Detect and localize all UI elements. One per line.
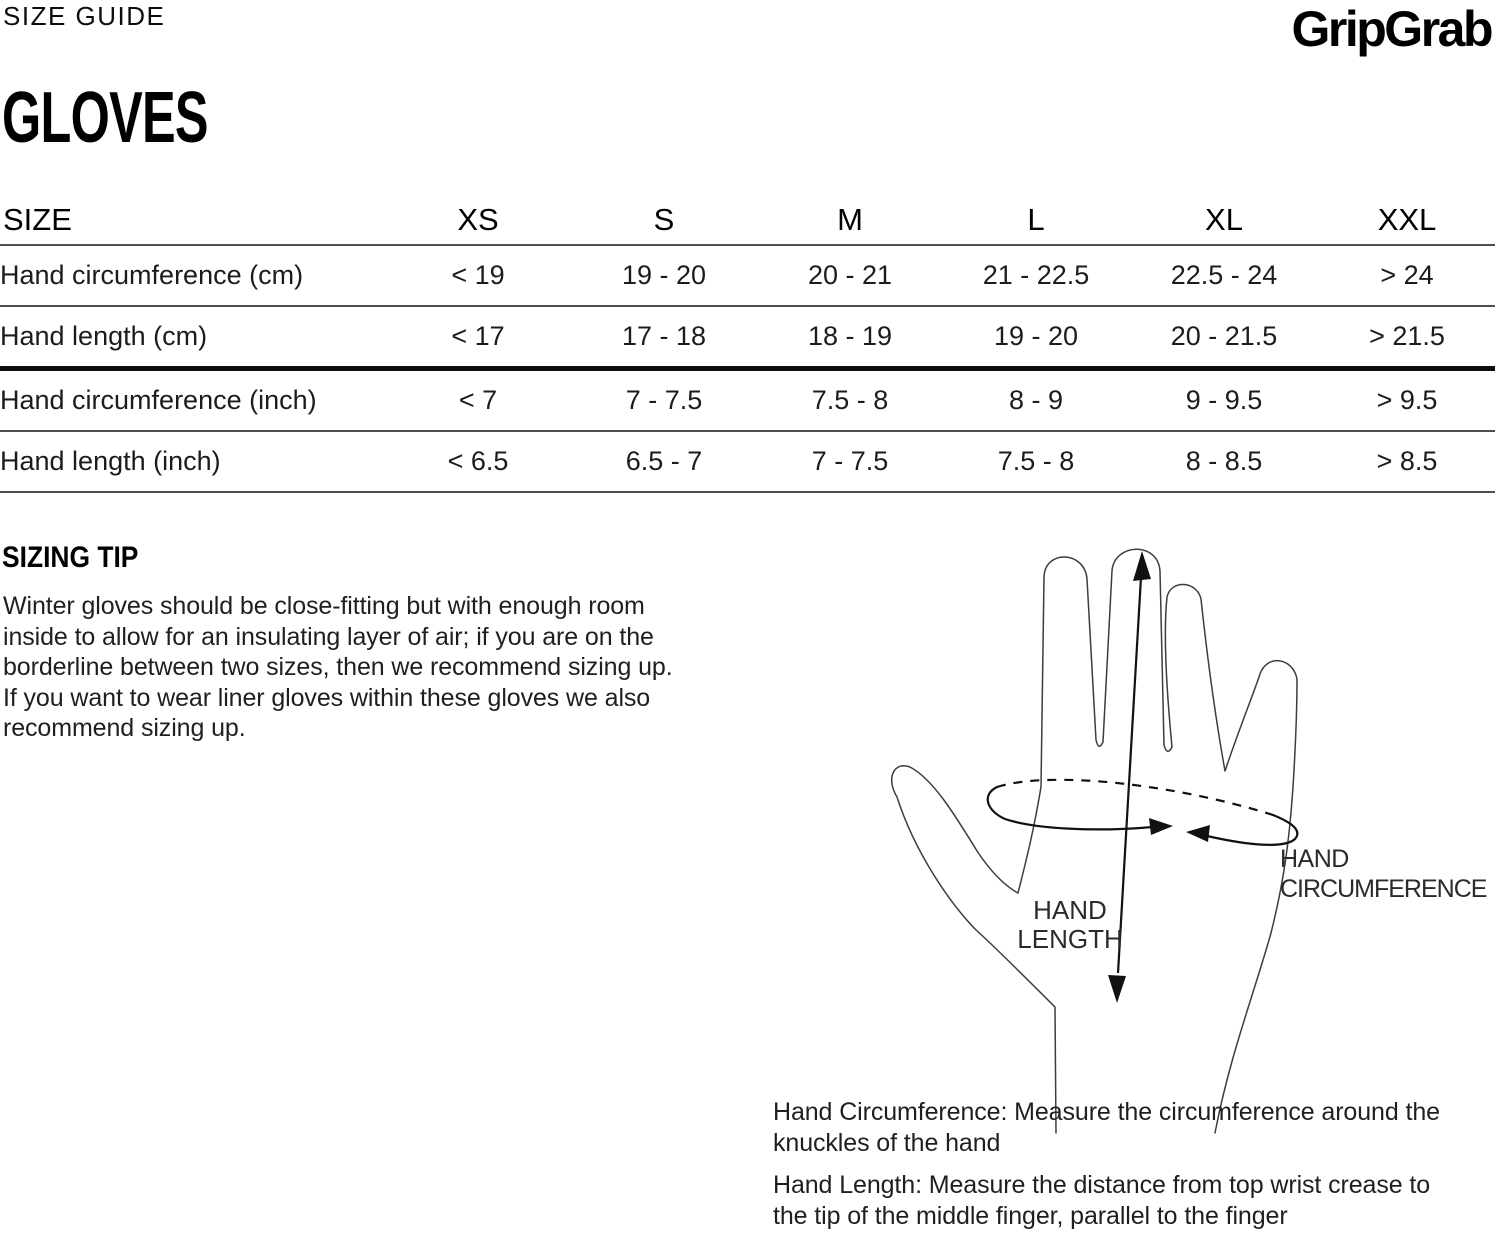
note-line: Hand Circumference: Measure the circumference around the bbox=[773, 1098, 1440, 1126]
size-table-header-size: SIZE bbox=[0, 195, 385, 245]
cell-value: 21 - 22.5 bbox=[943, 245, 1129, 306]
note-line: Hand Length: Measure the distance from top wrist crease to bbox=[773, 1171, 1431, 1199]
cell-value: 19 - 20 bbox=[571, 245, 757, 306]
hand-length-arrowhead-up bbox=[1133, 551, 1151, 581]
sizing-tip-heading: SIZING TIP bbox=[2, 541, 139, 574]
note-line: the tip of the middle finger, parallel to the finger bbox=[773, 1202, 1288, 1230]
row-label: Hand circumference (cm) bbox=[0, 245, 385, 306]
circumference-dashed-arc bbox=[997, 780, 1273, 815]
cell-value: > 9.5 bbox=[1319, 369, 1495, 432]
size-table-header-l: L bbox=[943, 195, 1129, 245]
note-line: knuckles of the hand bbox=[773, 1129, 1001, 1157]
cell-value: 17 - 18 bbox=[571, 306, 757, 369]
cell-value: 9 - 9.5 bbox=[1129, 369, 1319, 432]
cell-value: 8 - 9 bbox=[943, 369, 1129, 432]
hand-length-arrowhead-down bbox=[1108, 975, 1126, 1003]
cell-value: < 7 bbox=[385, 369, 571, 432]
page-kicker: SIZE GUIDE bbox=[3, 1, 166, 31]
cell-value: 19 - 20 bbox=[943, 306, 1129, 369]
size-table-header-row bbox=[0, 195, 1495, 245]
table-row-hand-circumference-inch bbox=[0, 369, 1495, 432]
sizing-tip-line: borderline between two sizes, then we recommend sizing up. bbox=[3, 653, 673, 681]
table-row-hand-length-cm bbox=[0, 306, 1495, 369]
sizing-tip-paragraph bbox=[3, 591, 673, 744]
cell-value: > 24 bbox=[1319, 245, 1495, 306]
cell-value: < 6.5 bbox=[385, 431, 571, 492]
hand-circumference-label-line1: HAND bbox=[1280, 845, 1349, 873]
table-row-hand-circumference-cm bbox=[0, 245, 1495, 306]
page-title: GLOVES bbox=[2, 78, 208, 158]
cell-value: 7 - 7.5 bbox=[571, 369, 757, 432]
cell-value: 20 - 21 bbox=[757, 245, 943, 306]
row-label: Hand length (cm) bbox=[0, 306, 385, 369]
hand-length-arrow-line bbox=[1118, 577, 1141, 973]
table-row-hand-length-inch bbox=[0, 431, 1495, 492]
circumference-arrow-left bbox=[1186, 825, 1210, 842]
cell-value: 7 - 7.5 bbox=[757, 431, 943, 492]
cell-value: < 19 bbox=[385, 245, 571, 306]
circumference-arrow-right bbox=[1149, 818, 1173, 835]
cell-value: 7.5 - 8 bbox=[757, 369, 943, 432]
note-hand-length bbox=[773, 1170, 1488, 1232]
hand-length-label-line1: HAND bbox=[1033, 895, 1107, 925]
gripgrab-logo: GripGrab bbox=[1291, 1, 1491, 57]
cell-value: 8 - 8.5 bbox=[1129, 431, 1319, 492]
sizing-tip-line: If you want to wear liner gloves within these gloves we also bbox=[3, 683, 651, 712]
cell-value: 6.5 - 7 bbox=[571, 431, 757, 492]
row-label: Hand length (inch) bbox=[0, 431, 385, 492]
hand-circumference-label-line2: CIRCUMFERENCE bbox=[1280, 875, 1487, 903]
cell-value: < 17 bbox=[385, 306, 571, 369]
size-table-header-xxl: XXL bbox=[1319, 195, 1495, 245]
size-table-header-xl: XL bbox=[1129, 195, 1319, 245]
cell-value: > 8.5 bbox=[1319, 431, 1495, 492]
row-label: Hand circumference (inch) bbox=[0, 369, 385, 432]
cell-value: 20 - 21.5 bbox=[1129, 306, 1319, 369]
sizing-tip-line: inside to allow for an insulating layer of air; if you are on the bbox=[3, 622, 654, 651]
cell-value: > 21.5 bbox=[1319, 306, 1495, 369]
size-table bbox=[0, 195, 1495, 493]
sizing-tip-line: Winter gloves should be close-fitting but with enough room bbox=[3, 592, 645, 620]
size-table-header-s: S bbox=[571, 195, 757, 245]
sizing-tip-line: recommend sizing up. bbox=[3, 714, 246, 742]
cell-value: 22.5 - 24 bbox=[1129, 245, 1319, 306]
note-hand-circumference bbox=[773, 1097, 1488, 1159]
cell-value: 18 - 19 bbox=[757, 306, 943, 369]
size-table-header-xs: XS bbox=[385, 195, 571, 245]
cell-value: 7.5 - 8 bbox=[943, 431, 1129, 492]
hand-measurement-illustration bbox=[855, 535, 1495, 1135]
size-table-header-m: M bbox=[757, 195, 943, 245]
hand-length-label-line2: LENGTH bbox=[1017, 924, 1123, 954]
circumference-solid-arc-right bbox=[1207, 815, 1297, 845]
